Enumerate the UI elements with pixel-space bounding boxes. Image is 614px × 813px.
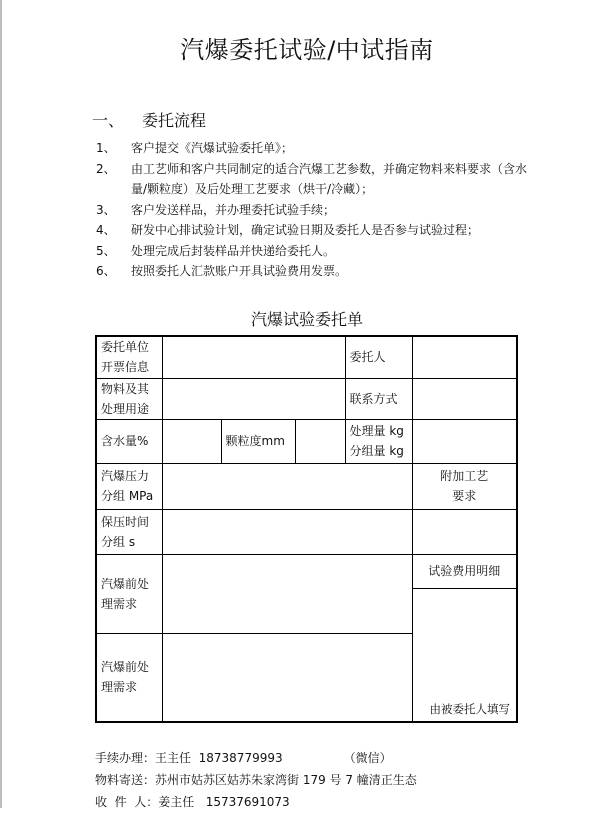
- label-contact: 联系方式: [345, 378, 412, 419]
- footer-receiver: 收 件 人：姜主任 15737691073: [95, 795, 290, 809]
- label-hold-time: 保压时间 分组 s: [96, 509, 162, 554]
- label-client: 委托人: [345, 336, 412, 378]
- contact-field[interactable]: [412, 378, 517, 419]
- step-text: 研发中心排试验计划，确定试验日期及委托人是否参与试验过程；: [131, 223, 480, 237]
- pressure-field[interactable]: [162, 463, 412, 509]
- step-number: 3、: [96, 202, 116, 217]
- hold-time-field[interactable]: [162, 509, 412, 554]
- label-pre-process-1: 汽爆前处 理需求: [96, 554, 162, 633]
- client-field[interactable]: [412, 336, 517, 378]
- section-number: 一、: [92, 111, 125, 130]
- material-field[interactable]: [162, 378, 345, 419]
- process-step: [96, 261, 536, 282]
- step-number: 6、: [96, 264, 116, 278]
- fill-note: 由被委托人填写: [429, 701, 510, 716]
- process-step: [96, 241, 536, 262]
- step-number: 2、: [96, 161, 116, 176]
- commission-form-table: [95, 335, 518, 723]
- form-title: 汽爆试验委托单: [250, 310, 363, 329]
- step-number: 1、: [96, 141, 116, 155]
- label-extra-process: 附加工艺 要求: [412, 463, 517, 509]
- label-granularity: 颗粒度mm: [221, 419, 295, 463]
- process-step: [96, 159, 536, 200]
- contact-footer: [95, 747, 417, 813]
- section-heading: [92, 108, 206, 131]
- step-number: 4、: [96, 223, 116, 237]
- moisture-field[interactable]: [162, 419, 221, 463]
- page-edge: [0, 0, 2, 808]
- pre-process-1-field[interactable]: [162, 554, 412, 633]
- granularity-field[interactable]: [295, 419, 345, 463]
- label-pre-process-2: 汽爆前处 理需求: [96, 633, 162, 722]
- step-text: 按照委托人汇款账户开具试验费用发票。: [131, 264, 348, 278]
- document-title: 汽爆委托试验/中试指南: [180, 36, 434, 64]
- step-text: 由工艺师和客户共同制定的适合汽爆工艺参数，并确定物料来料要求（含水量/颗粒度）及后处理工艺要求（烘干/冷藏）；: [131, 161, 528, 196]
- step-text: 客户发送样品，并办理委托试验手续；: [131, 202, 336, 217]
- label-pressure: 汽爆压力 分组 MPa: [96, 463, 162, 509]
- step-text: 客户提交《汽爆试验委托单》；: [131, 141, 294, 155]
- process-step: [96, 220, 536, 241]
- label-client-unit: 委托单位 开票信息: [96, 336, 162, 378]
- step-text: 处理完成后封装样品并快递给委托人。: [131, 243, 336, 258]
- section-heading-text: 委托流程: [142, 111, 207, 130]
- label-moisture: 含水量%: [96, 419, 162, 463]
- footer-mail-address: 物料寄送：苏州市姑苏区姑苏朱家湾街 179 号 7 幢清正生态: [95, 773, 417, 787]
- amount-field[interactable]: [412, 419, 517, 463]
- process-step: [96, 200, 536, 221]
- client-unit-field[interactable]: [162, 336, 345, 378]
- step-number: 5、: [96, 243, 116, 258]
- label-amount: 处理量 kg 分组量 kg: [345, 419, 412, 463]
- label-material: 物料及其 处理用途: [96, 378, 162, 419]
- extra-process-field[interactable]: [412, 509, 517, 554]
- process-steps: [96, 138, 536, 282]
- footer-handler: 手续办理：王主任 18738779993 （微信）: [95, 751, 392, 765]
- process-step: [96, 138, 536, 159]
- label-fee-detail: 试验费用明细: [413, 555, 517, 589]
- fee-detail-cell[interactable]: [412, 554, 517, 722]
- pre-process-2-field[interactable]: [162, 633, 412, 722]
